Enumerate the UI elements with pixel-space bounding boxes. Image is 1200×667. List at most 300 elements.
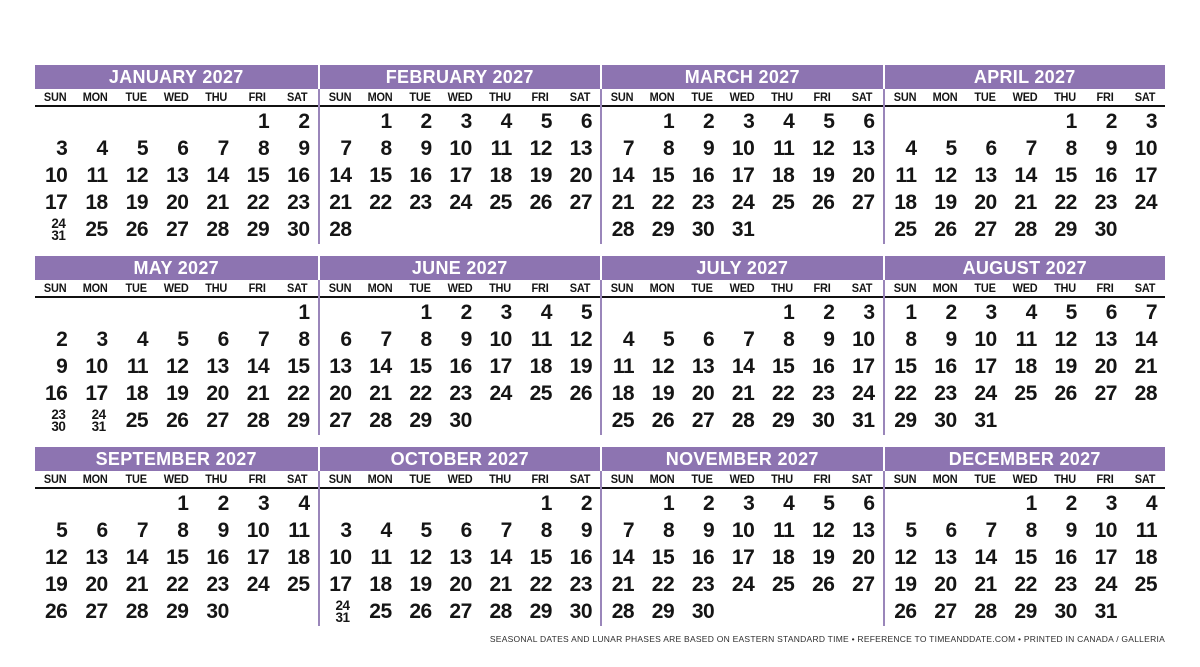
date-cell: 23 [449, 382, 472, 405]
date-cell: 5 [580, 301, 592, 324]
empty-date-cell [156, 299, 196, 326]
date-cell: 27 [974, 218, 997, 241]
date-cell: 23 [569, 573, 592, 596]
date-cell: 14 [731, 355, 755, 378]
weekday-label: MON [83, 283, 108, 295]
date-cell: 12 [409, 546, 432, 569]
date-cell: 22 [1014, 573, 1037, 596]
date-cell: 21 [329, 191, 352, 214]
date-cell: 16 [812, 355, 835, 378]
date-cell: 4 [500, 110, 512, 133]
date-cell: 25 [771, 573, 795, 596]
date-cell: 16 [287, 164, 310, 187]
empty-date-cell [116, 108, 156, 135]
empty-date-cell [1005, 108, 1045, 135]
weekday-label: THU [1053, 283, 1076, 295]
date-cell: 22 [651, 573, 675, 596]
weekday-label: FRI [531, 92, 549, 104]
date-cell: 11 [370, 546, 392, 569]
date-cell: 30 [1054, 600, 1077, 623]
date-cell: 21 [974, 573, 997, 596]
date-cell: 13 [569, 137, 592, 160]
date-cell: 17 [731, 164, 755, 187]
empty-date-cell [925, 490, 965, 517]
date-cell: 6 [703, 328, 715, 351]
weekday-label: SAT [852, 92, 873, 104]
weekday-label: WED [729, 474, 755, 486]
date-cell: 11 [126, 355, 149, 378]
date-cell: 11 [773, 519, 795, 542]
date-cell: 27 [691, 409, 715, 432]
date-cell: 30 [569, 600, 592, 623]
weekday-label: TUE [974, 474, 996, 486]
date-number: 23 [51, 407, 66, 422]
date-cell: 22 [409, 382, 432, 405]
weekday-label: MON [649, 474, 675, 486]
date-cell: 6 [985, 137, 997, 160]
date-cell: 20 [852, 164, 875, 187]
empty-date-cell [965, 108, 1005, 135]
date-cell: 10 [852, 328, 875, 351]
date-grid [35, 107, 318, 243]
date-cell: 26 [569, 382, 592, 405]
date-cell: 26 [1054, 382, 1077, 405]
date-cell: 2 [420, 110, 432, 133]
date-cell: 14 [489, 546, 512, 569]
date-cell: 22 [894, 382, 917, 405]
date-cell: 24 [489, 382, 512, 405]
empty-date-cell [116, 299, 156, 326]
month-title: JULY 2027 [600, 256, 883, 280]
date-cell: 8 [662, 519, 675, 542]
date-cell: 22 [369, 191, 392, 214]
date-cell: 3 [56, 137, 68, 160]
date-cell: 25 [369, 600, 392, 623]
empty-date-cell [237, 299, 277, 326]
date-cell: 13 [691, 355, 715, 378]
date-cell: 1 [1025, 492, 1037, 515]
weekday-label: WED [447, 474, 473, 486]
date-cell: 3 [1105, 492, 1117, 515]
date-cell: 15 [1054, 164, 1077, 187]
date-cell: 7 [217, 137, 229, 160]
date-cell: 19 [409, 573, 432, 596]
weekday-label: FRI [1096, 92, 1114, 104]
weekday-label: FRI [531, 474, 549, 486]
date-cell: 22 [246, 191, 270, 214]
weekday-header-row [35, 280, 318, 298]
weekday-label: TUE [974, 92, 996, 104]
date-cell [35, 216, 75, 243]
date-cell: 31 [731, 218, 755, 241]
date-cell: 19 [812, 164, 835, 187]
date-cell: 30 [287, 218, 310, 241]
empty-date-cell [196, 108, 236, 135]
date-grid [320, 489, 601, 625]
date-cell: 26 [934, 218, 957, 241]
date-cell: 10 [489, 328, 512, 351]
date-cell: 26 [651, 409, 675, 432]
date-grid [35, 489, 318, 625]
month-title: DECEMBER 2027 [883, 447, 1166, 471]
date-number: 31 [335, 610, 350, 625]
month-title: AUGUST 2027 [883, 256, 1166, 280]
weekday-label: SUN [893, 474, 916, 486]
empty-date-cell [320, 108, 360, 135]
date-cell: 24 [731, 573, 755, 596]
weekday-label: SUN [893, 92, 916, 104]
weekday-header-row [35, 471, 318, 489]
date-cell: 28 [329, 218, 352, 241]
date-cell: 7 [622, 137, 635, 160]
weekday-label: WED [447, 283, 473, 295]
empty-date-cell [762, 216, 802, 243]
date-cell: 11 [288, 519, 310, 542]
date-cell: 7 [340, 137, 352, 160]
empty-date-cell [196, 299, 236, 326]
date-cell: 1 [257, 110, 270, 133]
date-cell: 3 [743, 110, 755, 133]
date-cell: 18 [489, 164, 512, 187]
date-cell: 2 [823, 301, 835, 324]
date-cell: 10 [731, 519, 755, 542]
date-cell: 14 [611, 164, 635, 187]
weekday-label: TUE [974, 283, 996, 295]
empty-date-cell [885, 108, 925, 135]
month-title: FEBRUARY 2027 [318, 65, 601, 89]
weekday-header-row [320, 89, 601, 107]
date-cell: 15 [369, 164, 392, 187]
month-title: NOVEMBER 2027 [600, 447, 883, 471]
date-cell: 29 [1054, 218, 1077, 241]
empty-date-cell [642, 299, 682, 326]
weekday-label: SUN [610, 92, 634, 104]
date-cell: 21 [206, 191, 229, 214]
empty-date-cell [320, 299, 360, 326]
date-cell: 8 [177, 519, 189, 542]
date-number: 24 [335, 598, 350, 613]
date-cell: 26 [44, 600, 68, 623]
date-cell: 17 [1134, 164, 1157, 187]
date-cell: 1 [662, 110, 675, 133]
weekday-label: SAT [1134, 283, 1156, 295]
month-title: APRIL 2027 [883, 65, 1166, 89]
date-cell: 4 [783, 492, 795, 515]
date-cell: 27 [206, 409, 229, 432]
weekday-label: FRI [248, 283, 266, 295]
empty-date-cell [360, 490, 400, 517]
date-cell: 21 [1134, 355, 1157, 378]
empty-date-cell [35, 490, 75, 517]
date-cell: 30 [934, 409, 957, 432]
date-cell: 29 [894, 409, 917, 432]
calendar-row-sep-dec [35, 447, 1165, 626]
month-title: JANUARY 2027 [35, 65, 318, 89]
date-cell: 14 [1014, 164, 1037, 187]
weekday-label: TUE [691, 92, 713, 104]
month-title: MAY 2027 [35, 256, 318, 280]
weekday-label: WED [163, 283, 189, 295]
empty-date-cell [965, 490, 1005, 517]
date-cell: 14 [611, 546, 635, 569]
empty-date-cell [1125, 216, 1165, 243]
date-cell: 7 [622, 519, 635, 542]
date-cell: 2 [1065, 492, 1077, 515]
month-calendar [883, 256, 1166, 435]
date-cell: 9 [945, 328, 957, 351]
date-cell: 8 [905, 328, 917, 351]
date-cell: 3 [257, 492, 270, 515]
date-cell: 18 [85, 191, 108, 214]
date-cell: 8 [662, 137, 675, 160]
date-grid [602, 298, 883, 434]
weekday-label: THU [205, 92, 228, 104]
month-title: JUNE 2027 [318, 256, 601, 280]
date-cell: 19 [569, 355, 592, 378]
date-cell: 7 [257, 328, 270, 351]
empty-date-cell [440, 216, 480, 243]
weekday-label: THU [488, 474, 511, 486]
month-calendar [600, 447, 883, 626]
date-cell: 12 [166, 355, 189, 378]
weekday-label: THU [771, 474, 794, 486]
empty-date-cell [360, 216, 400, 243]
empty-date-cell [1125, 598, 1165, 625]
weekday-label: FRI [813, 283, 831, 295]
date-cell [75, 407, 115, 434]
date-cell [35, 407, 75, 434]
weekday-label: TUE [125, 474, 147, 486]
weekday-label: TUE [691, 474, 713, 486]
date-cell: 10 [449, 137, 472, 160]
date-cell: 10 [85, 355, 108, 378]
date-cell: 4 [298, 492, 310, 515]
date-cell: 6 [580, 110, 592, 133]
date-cell [320, 598, 360, 625]
date-cell: 24 [731, 191, 755, 214]
weekday-label: MON [367, 92, 393, 104]
date-cell: 8 [1025, 519, 1037, 542]
month-calendar [883, 447, 1166, 626]
date-cell: 28 [1134, 382, 1157, 405]
empty-date-cell [156, 108, 196, 135]
date-cell: 30 [691, 218, 715, 241]
date-cell: 15 [894, 355, 917, 378]
date-cell: 23 [812, 382, 835, 405]
date-cell: 9 [298, 137, 310, 160]
weekday-label: SAT [1134, 474, 1156, 486]
date-cell: 13 [449, 546, 472, 569]
empty-date-cell [277, 598, 317, 625]
date-cell: 13 [852, 519, 875, 542]
date-cell: 30 [812, 409, 835, 432]
date-cell: 15 [166, 546, 189, 569]
date-cell: 23 [934, 382, 957, 405]
date-cell: 5 [540, 110, 552, 133]
weekday-label: MON [649, 92, 675, 104]
date-cell: 18 [1134, 546, 1157, 569]
date-cell: 15 [651, 164, 675, 187]
weekday-label: FRI [531, 283, 549, 295]
date-cell: 18 [529, 355, 552, 378]
month-body [318, 89, 601, 244]
weekday-header-row [885, 280, 1166, 298]
date-cell: 27 [329, 409, 352, 432]
weekday-label: WED [1012, 283, 1038, 295]
date-cell: 30 [206, 600, 229, 623]
month-calendar [318, 447, 601, 626]
month-calendar [318, 65, 601, 244]
weekday-label: MON [367, 474, 393, 486]
date-cell: 27 [569, 191, 592, 214]
weekday-label: SAT [287, 92, 308, 104]
date-cell: 3 [985, 301, 997, 324]
date-cell: 5 [662, 328, 675, 351]
calendar-row-may-aug [35, 256, 1165, 435]
date-cell: 17 [85, 382, 108, 405]
weekday-label: MON [932, 474, 958, 486]
date-cell: 5 [1065, 301, 1077, 324]
weekday-label: WED [163, 474, 189, 486]
date-cell: 18 [369, 573, 392, 596]
date-cell: 4 [905, 137, 917, 160]
date-cell: 17 [852, 355, 875, 378]
date-cell: 25 [894, 218, 917, 241]
weekday-label: SAT [1134, 92, 1156, 104]
date-cell: 13 [974, 164, 997, 187]
month-title: MARCH 2027 [600, 65, 883, 89]
date-cell: 14 [125, 546, 149, 569]
date-cell: 6 [863, 492, 875, 515]
weekday-label: SUN [328, 474, 351, 486]
date-cell: 5 [823, 492, 835, 515]
weekday-label: THU [488, 283, 511, 295]
weekday-label: SUN [610, 283, 634, 295]
date-cell: 25 [771, 191, 795, 214]
date-cell: 27 [449, 600, 472, 623]
weekday-label: THU [205, 474, 228, 486]
date-cell: 24 [1134, 191, 1157, 214]
empty-date-cell [602, 108, 642, 135]
date-cell: 1 [298, 301, 310, 324]
weekday-header-row [885, 89, 1166, 107]
weekday-label: WED [163, 92, 189, 104]
date-cell: 11 [86, 164, 108, 187]
date-cell: 20 [1094, 355, 1117, 378]
date-cell: 21 [611, 191, 635, 214]
date-cell: 8 [298, 328, 310, 351]
month-body [35, 89, 318, 244]
date-cell: 28 [125, 600, 149, 623]
weekday-label: THU [1053, 474, 1076, 486]
date-cell: 12 [1054, 328, 1077, 351]
weekday-label: SUN [328, 92, 351, 104]
date-cell: 19 [934, 191, 957, 214]
date-cell: 11 [773, 137, 795, 160]
date-cell: 25 [1014, 382, 1037, 405]
date-cell: 8 [783, 328, 795, 351]
date-cell: 16 [934, 355, 957, 378]
date-cell: 17 [974, 355, 997, 378]
date-grid [320, 298, 601, 434]
date-cell: 4 [1145, 492, 1157, 515]
empty-date-cell [885, 490, 925, 517]
date-cell: 21 [1014, 191, 1037, 214]
date-cell: 16 [449, 355, 472, 378]
date-cell: 5 [420, 519, 432, 542]
date-cell: 2 [1105, 110, 1117, 133]
empty-date-cell [762, 598, 802, 625]
month-body [318, 471, 601, 626]
date-cell: 29 [771, 409, 795, 432]
date-cell: 6 [340, 328, 352, 351]
date-cell: 17 [1094, 546, 1117, 569]
month-body [35, 471, 318, 626]
weekday-label: MON [932, 92, 958, 104]
date-cell: 3 [460, 110, 472, 133]
date-cell: 12 [651, 355, 675, 378]
date-cell: 20 [852, 546, 875, 569]
date-cell: 10 [731, 137, 755, 160]
weekday-label: SAT [852, 474, 873, 486]
date-cell: 11 [490, 137, 512, 160]
date-cell: 22 [287, 382, 310, 405]
date-cell: 14 [246, 355, 270, 378]
date-cell: 29 [409, 409, 432, 432]
month-body [318, 280, 601, 435]
date-cell: 24 [852, 382, 875, 405]
weekday-header-row [602, 471, 883, 489]
date-cell: 14 [1134, 328, 1157, 351]
date-cell: 27 [85, 600, 108, 623]
date-cell: 4 [136, 328, 149, 351]
date-cell: 2 [460, 301, 472, 324]
date-cell: 1 [1065, 110, 1077, 133]
date-cell: 21 [489, 573, 512, 596]
weekday-label: FRI [248, 92, 266, 104]
date-cell: 28 [369, 409, 392, 432]
weekday-label: TUE [409, 474, 431, 486]
empty-date-cell [480, 407, 520, 434]
date-cell: 2 [298, 110, 310, 133]
date-cell: 5 [905, 519, 917, 542]
empty-date-cell [75, 108, 115, 135]
date-cell: 29 [287, 409, 310, 432]
date-cell: 4 [540, 301, 552, 324]
date-cell: 18 [1014, 355, 1037, 378]
weekday-label: SAT [569, 92, 591, 104]
date-cell: 9 [703, 137, 715, 160]
date-cell: 7 [743, 328, 755, 351]
date-grid [602, 489, 883, 625]
empty-date-cell [602, 299, 642, 326]
date-cell: 18 [771, 546, 795, 569]
date-cell: 20 [329, 382, 352, 405]
date-cell: 4 [1025, 301, 1037, 324]
date-cell: 28 [731, 409, 755, 432]
weekday-label: SUN [43, 283, 67, 295]
date-cell: 23 [1094, 191, 1117, 214]
date-cell: 28 [611, 600, 635, 623]
date-cell: 29 [529, 600, 552, 623]
date-cell: 28 [206, 218, 229, 241]
date-cell: 16 [409, 164, 432, 187]
date-cell: 15 [1014, 546, 1037, 569]
date-cell: 5 [945, 137, 957, 160]
month-calendar [600, 256, 883, 435]
empty-date-cell [925, 108, 965, 135]
date-cell: 3 [1145, 110, 1157, 133]
